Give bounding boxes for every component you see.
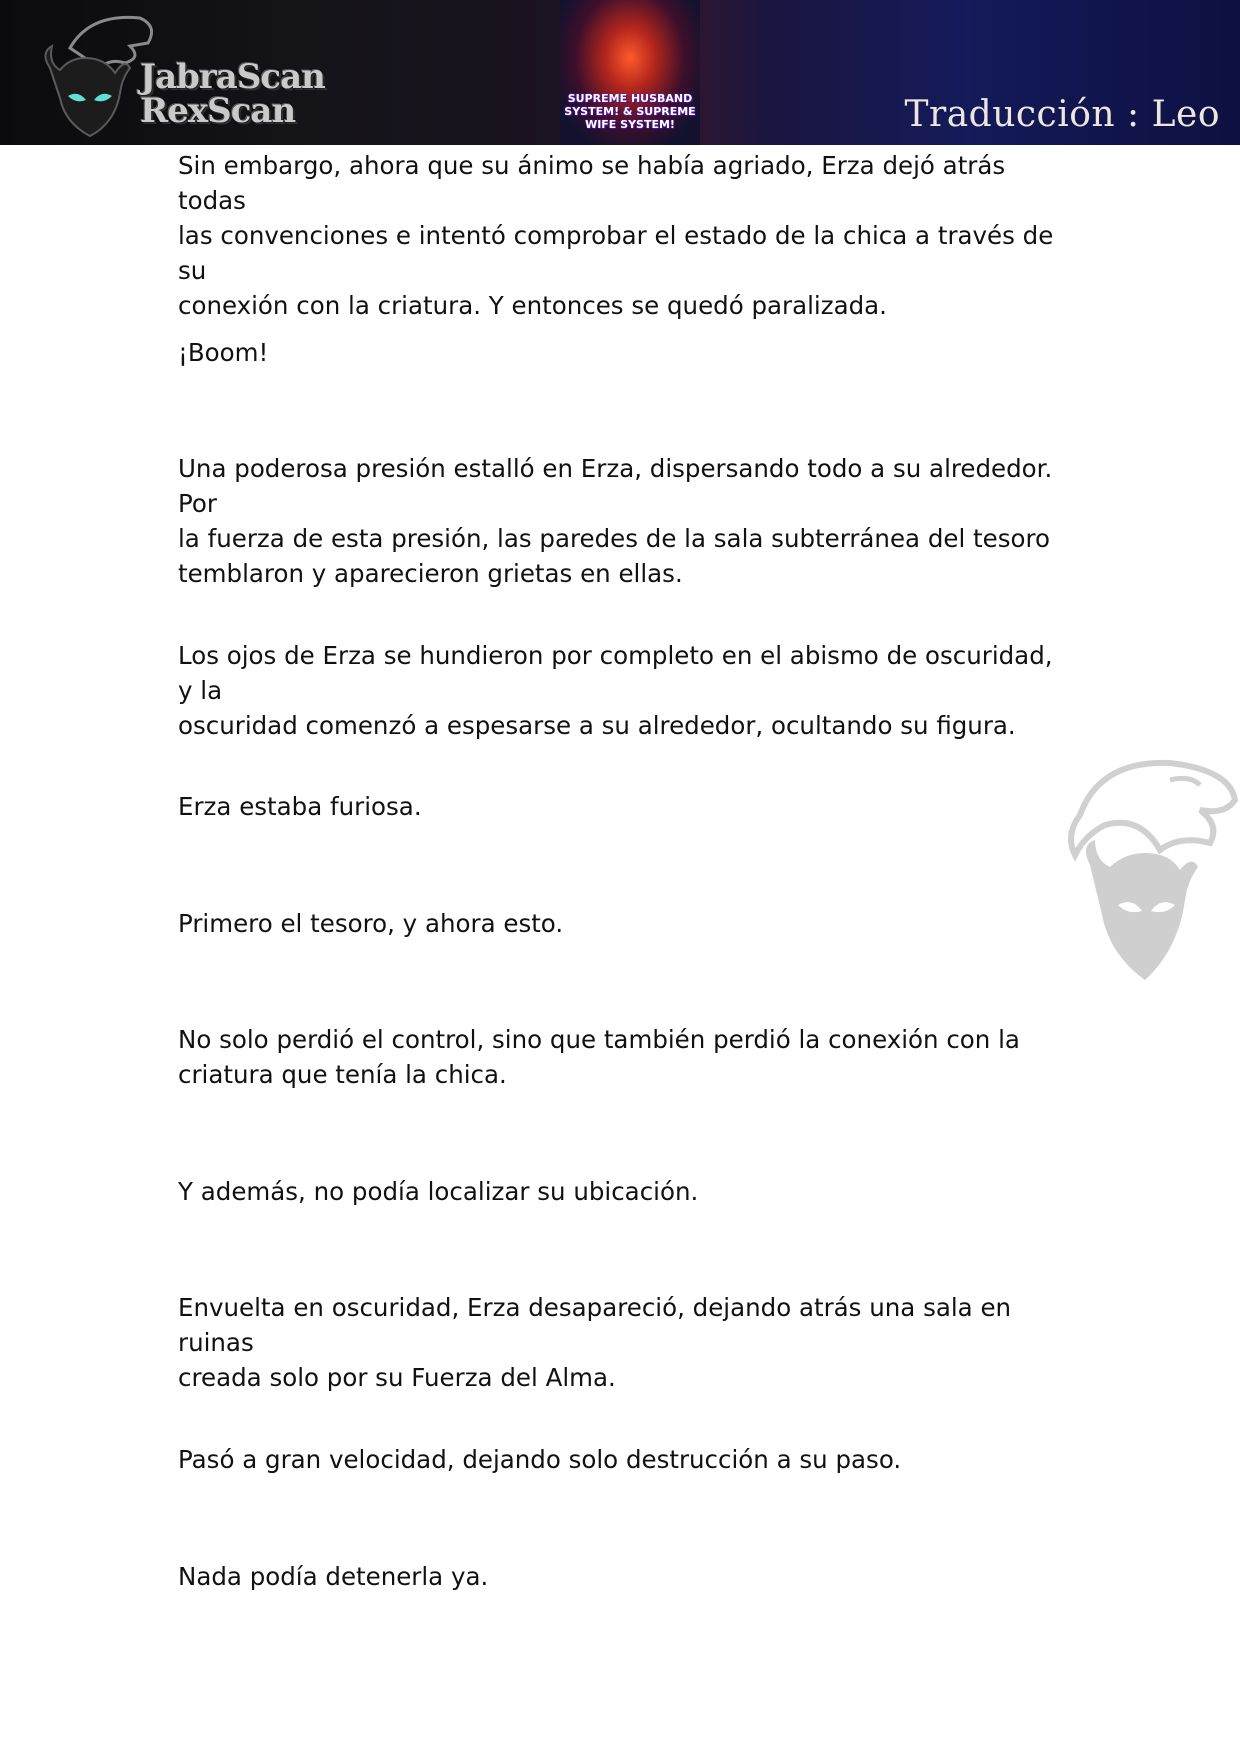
series-cover-art xyxy=(560,0,700,145)
translator-credit: Traducción : Leo xyxy=(904,94,1220,135)
paragraph: ¡Boom! xyxy=(178,338,269,367)
series-title-line-2: SYSTEM! & SUPREME xyxy=(564,105,696,118)
paragraph: Nada podía detenerla ya. xyxy=(178,1562,489,1591)
paragraph: Envuelta en oscuridad, Erza desapareció, dejando atrás una sala en ruinas creada solo por su Fuerza del Alma. xyxy=(178,1293,1012,1392)
paragraph: Pasó a gran velocidad, dejando solo destrucción a su paso. xyxy=(178,1445,902,1474)
paragraph: Erza estaba furiosa. xyxy=(178,792,422,821)
brand-wordmark xyxy=(140,57,325,131)
dinosaur-skull-mask-watermark-icon xyxy=(1060,755,1240,990)
paragraph: Y además, no podía localizar su ubicación. xyxy=(178,1177,699,1206)
brand-line-jabrascan: JabraScan xyxy=(140,57,325,97)
paragraph: Primero el tesoro, y ahora esto. xyxy=(178,909,564,938)
series-title-line-3: WIFE SYSTEM! xyxy=(585,118,675,131)
paragraph: No solo perdió el control, sino que también perdió la conexión con la criatura que tenía la chica. xyxy=(178,1025,1020,1089)
series-title-line-1: SUPREME HUSBAND xyxy=(567,92,693,105)
paragraph: Sin embargo, ahora que su ánimo se había agriado, Erza dejó atrás todas las convenciones e intentó comprobar el estado de la chica a través de su conexión con la criatura. Y entonces se quedó paralizada. xyxy=(178,151,1054,320)
paragraph: Los ojos de Erza se hundieron por completo en el abismo de oscuridad, y la oscuridad comenzó a espesarse a su alrededor, ocultando su figura. xyxy=(178,641,1053,740)
header-banner xyxy=(0,0,1240,145)
paragraph: Una poderosa presión estalló en Erza, dispersando todo a su alrededor. Por la fuerza de esta presión, las paredes de la sala subterránea del tesoro temblaron y aparecieron grietas en ellas. xyxy=(178,454,1053,588)
brand-line-rexscan: RexScan xyxy=(140,91,296,131)
series-title xyxy=(560,92,700,131)
